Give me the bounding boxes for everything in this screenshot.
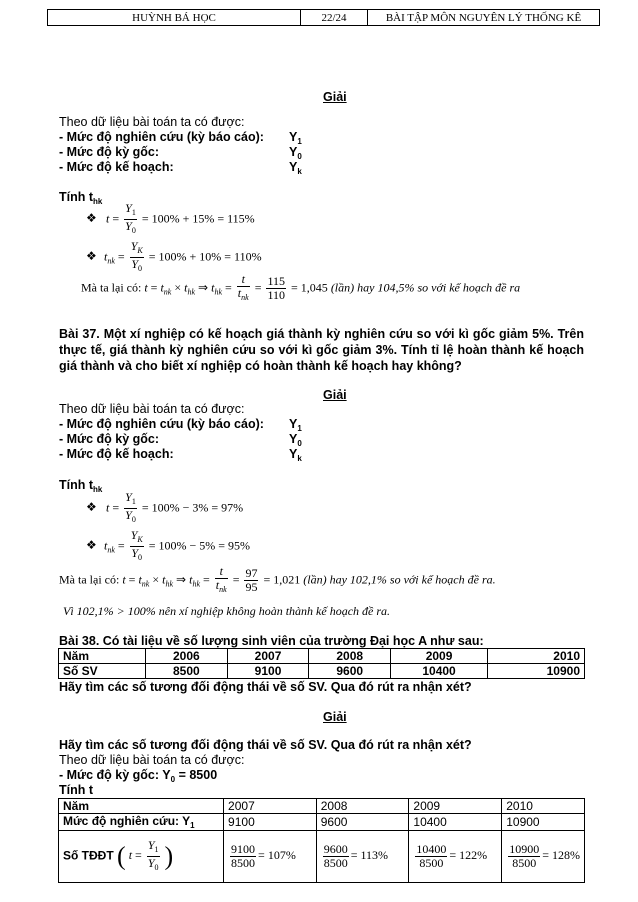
calc-title-3: Tính t (59, 783, 94, 797)
calc-title-2: Tính $t_{hk}$ (59, 478, 103, 494)
conclusion-1: Mà ta lại có: $t = t_{nk} \times t_{hk}$ ⇒ $t_{hk}$ = $\frac{t}{t_{nk}}$ = $\frac{115}{110}$ = 1,045 (lần) hay 104,5% so với kế hoạch đề ra (81, 272, 521, 302)
problem-37-text: Bài 37. Một xí nghiệp có kế hoạch giá thành kỳ nghiên cứu so với kì gốc giảm 5%. Trên thực tế, giá thành kỳ nghiên cứu so với kì gốc giảm 3%. Tính tỉ lệ hoàn thành kế hoạch giá thành và cho biết xí nghiệp có hoàn thành kế hoạch hay không? (59, 327, 584, 373)
solution-title-1: Giải (323, 90, 347, 104)
table-cell: 9600 (316, 814, 409, 831)
table-header-cell: 2009 (391, 649, 488, 664)
page-header (47, 9, 600, 26)
diamond-bullet-icon: ❖ (86, 211, 97, 225)
item-1-2: - Mức độ kỳ gốc: $Y_0$ (59, 145, 302, 161)
table-cell: $\frac{10400}{8500}$ = 122% (409, 831, 502, 883)
base-level: - Mức độ kỳ gốc: $Y_0 = 8500$ (59, 768, 218, 784)
solution-title-3: Giải (323, 710, 347, 724)
table-row (59, 799, 585, 814)
item-2-3: - Mức độ kế hoạch: $Y_k$ (59, 447, 302, 463)
section-3-question: Hãy tìm các số tương đối động thái về số SV. Qua đó rút ra nhận xét? (59, 738, 472, 752)
table-cell: $\frac{9600}{8500}$ = 113% (316, 831, 409, 883)
table-header-cell: 2008 (316, 799, 409, 814)
item-2-1: - Mức độ nghiên cứu (kỳ báo cáo): $Y_1$ (59, 417, 302, 433)
table-cell: 9100 (227, 664, 309, 679)
table-row (59, 649, 585, 664)
conclusion-2: Mà ta lại có: $t = t_{nk} \times t_{hk}$ ⇒ $t_{hk}$ = $\frac{t}{t_{nk}}$ = $\frac{97}{95}$ = 1,021 (lần) hay 102,1% so với kế hoạch đề ra. (59, 564, 496, 594)
diamond-bullet-icon: ❖ (86, 249, 97, 263)
table-cell: 10400 (409, 814, 502, 831)
table-header-cell: Năm (59, 649, 146, 664)
table-cell: Số SV (59, 664, 146, 679)
equation-t-2: t = $\frac{Y_1}{Y_0}$ = 100% − 3% = 97% (106, 490, 244, 524)
intro-1: Theo dữ liệu bài toán ta có được: (59, 115, 245, 129)
equation-tnk-2: $t_{nk}$ = $\frac{Y_K}{Y_0}$ = 100% − 5% = 95% (104, 528, 251, 562)
table-row (59, 831, 585, 883)
table-cell: 8500 (146, 664, 228, 679)
item-1-1: - Mức độ nghiên cứu (kỳ báo cáo): $Y_1$ (59, 130, 302, 146)
problem-38-question: Hãy tìm các số tương đối động thái về số SV. Qua đó rút ra nhận xét? (59, 680, 472, 694)
table-cell: Số TĐĐT ( t = $\frac{Y_1}{Y_0}$ ) (59, 831, 224, 883)
students-table (58, 648, 585, 679)
item-1-3: - Mức độ kế hoạch: $Y_k$ (59, 160, 302, 176)
table-header-cell: 2007 (224, 799, 317, 814)
problem-38-title: Bài 38. Có tài liệu về số lượng sinh viên của trường Đại học A như sau: (59, 634, 484, 648)
table-header-cell: Năm (59, 799, 224, 814)
header-author: HUỲNH BÁ HỌC (48, 10, 301, 26)
table-cell: 9100 (224, 814, 317, 831)
calc-title-1: Tính $t_{hk}$ (59, 190, 103, 206)
table-cell: 10900 (488, 664, 585, 679)
table-header-cell: 2010 (502, 799, 585, 814)
table-cell: $\frac{9100}{8500}$ = 107% (224, 831, 317, 883)
header-subject: BÀI TẬP MÔN NGUYÊN LÝ THỐNG KÊ (368, 10, 600, 26)
final-note-2: Vì 102,1% > 100% nên xí nghiệp không hoàn thành kế hoạch đề ra. (63, 604, 391, 618)
table-cell: 10900 (502, 814, 585, 831)
table-row (59, 814, 585, 831)
table-cell: 10400 (391, 664, 488, 679)
intro-3: Theo dữ liệu bài toán ta có được: (59, 753, 245, 767)
equation-t-1: t = $\frac{Y_1}{Y_0}$ = 100% + 15% = 115% (106, 201, 255, 235)
table-cell: $\frac{10900}{8500}$ = 128% (502, 831, 585, 883)
header-page: 22/24 (301, 10, 368, 26)
relative-dynamics-table (58, 798, 585, 883)
table-header-cell: 2009 (409, 799, 502, 814)
item-2-2: - Mức độ kỳ gốc: $Y_0$ (59, 432, 302, 448)
intro-2: Theo dữ liệu bài toán ta có được: (59, 402, 245, 416)
table-header-cell: 2010 (488, 649, 585, 664)
table-header-cell: 2007 (227, 649, 309, 664)
table-row (59, 664, 585, 679)
diamond-bullet-icon: ❖ (86, 500, 97, 514)
table-header-cell: 2006 (146, 649, 228, 664)
table-header-cell: 2008 (309, 649, 391, 664)
table-cell: 9600 (309, 664, 391, 679)
solution-title-2: Giải (323, 388, 347, 402)
diamond-bullet-icon: ❖ (86, 538, 97, 552)
equation-tnk-1: $t_{nk}$ = $\frac{Y_K}{Y_0}$ = 100% + 10% = 110% (104, 239, 262, 273)
table-cell: Mức độ nghiên cứu: $Y_1$ (59, 814, 224, 831)
